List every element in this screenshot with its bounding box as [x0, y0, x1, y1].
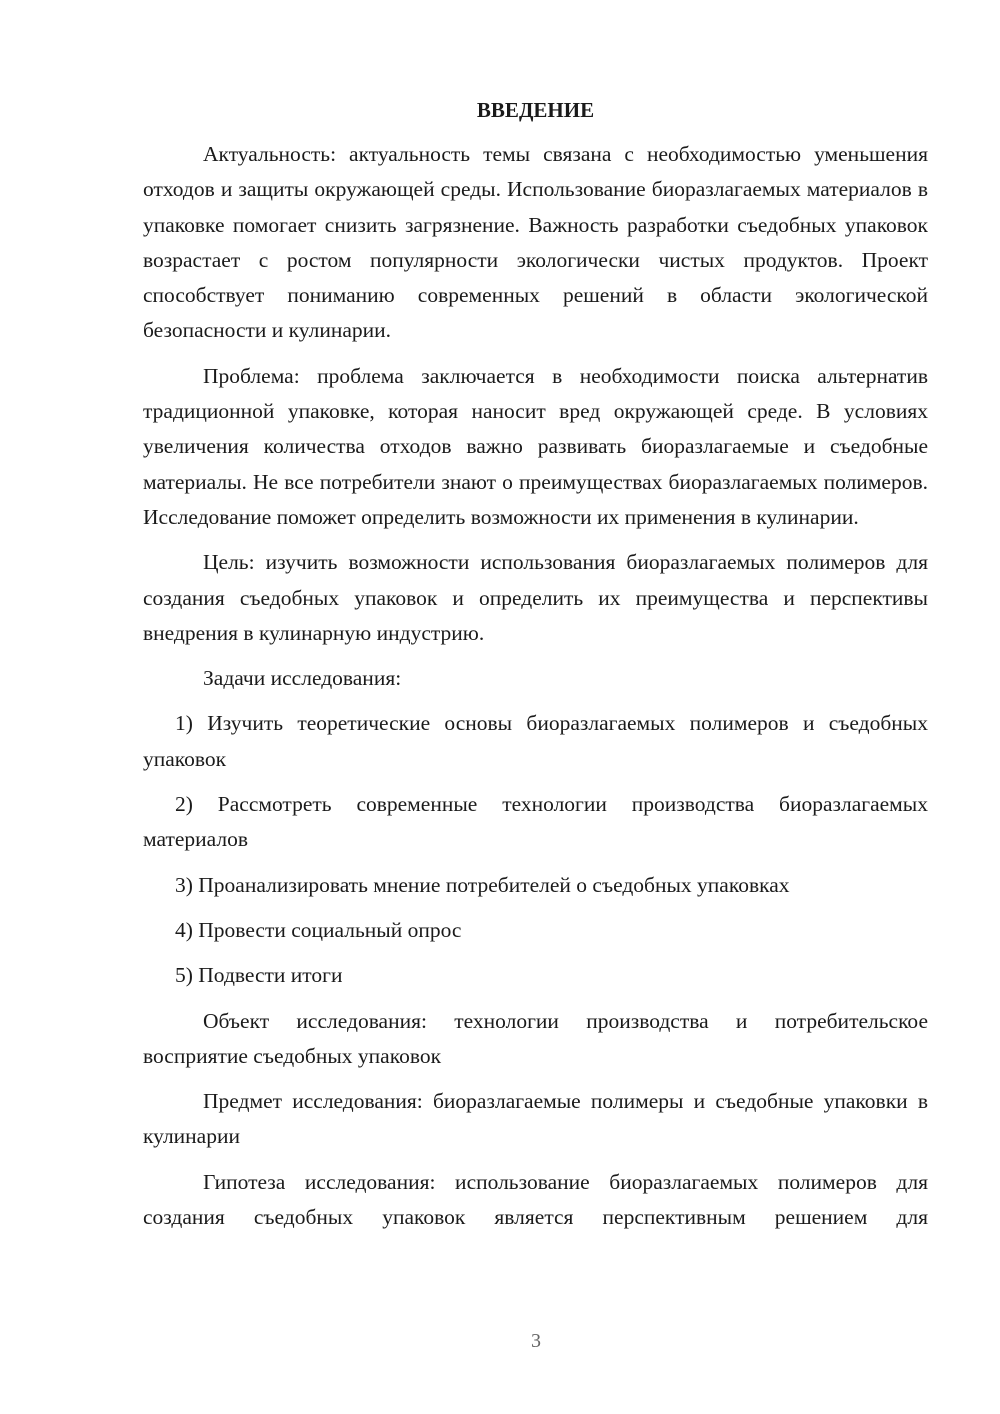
task-item-2: 2) Рассмотреть современные технологии производства биоразлагаемых материалов — [143, 792, 928, 852]
goal-paragraph: Цель: изучить возможности использования биоразлагаемых полимеров для создания съедобных упаковок и определить их преимущества и перспективы внедрения в кулинарную индустрию. — [143, 550, 928, 645]
object-paragraph: Объект исследования: технологии производства и потребительское восприятие съедобных упаковок — [143, 1008, 928, 1068]
task-item-5: 5) Подвести итоги — [175, 963, 343, 988]
task-item-1: 1) Изучить теоретические основы биоразлагаемых полимеров и съедобных упаковок — [143, 711, 928, 771]
subject-paragraph: Предмет исследования: биоразлагаемые полимеры и съедобные упаковки в кулинарии — [143, 1089, 928, 1149]
section-heading: ВВЕДЕНИЕ — [476, 98, 595, 122]
document-page — [143, 92, 928, 1235]
hypothesis-paragraph: Гипотеза исследования: использование биоразлагаемых полимеров для создания съедобных упаковок является перспективным решением для — [143, 1169, 928, 1230]
task-item-3: 3) Проанализировать мнение потребителей о съедобных упаковках — [175, 872, 790, 897]
problem-paragraph: Проблема: проблема заключается в необходимости поиска альтернатив традиционной упаковке, которая наносит вред окружающей среде. В условиях увеличения количества отходов важно развивать биоразлагаемые и съедобные материалы. Не все потребители знают о преимуществах биоразлагаемых полимеров. Исследование поможет определить возможности их применения в кулинарии. — [143, 363, 928, 529]
task-item-4: 4) Провести социальный опрос — [175, 917, 462, 942]
relevance-paragraph: Актуальность: актуальность темы связана с необходимостью уменьшения отходов и защиты окружающей среды. Использование биоразлагаемых материалов в упаковке помогает снизить загрязнение. Важность разработки съедобных упаковок возрастает с ростом популярности экологически чистых продуктов. Проект способствует пониманию современных решений в области экологической безопасности и кулинарии. — [143, 142, 928, 343]
tasks-title: Задачи исследования: — [203, 666, 402, 691]
page-number: 3 — [531, 1330, 541, 1352]
